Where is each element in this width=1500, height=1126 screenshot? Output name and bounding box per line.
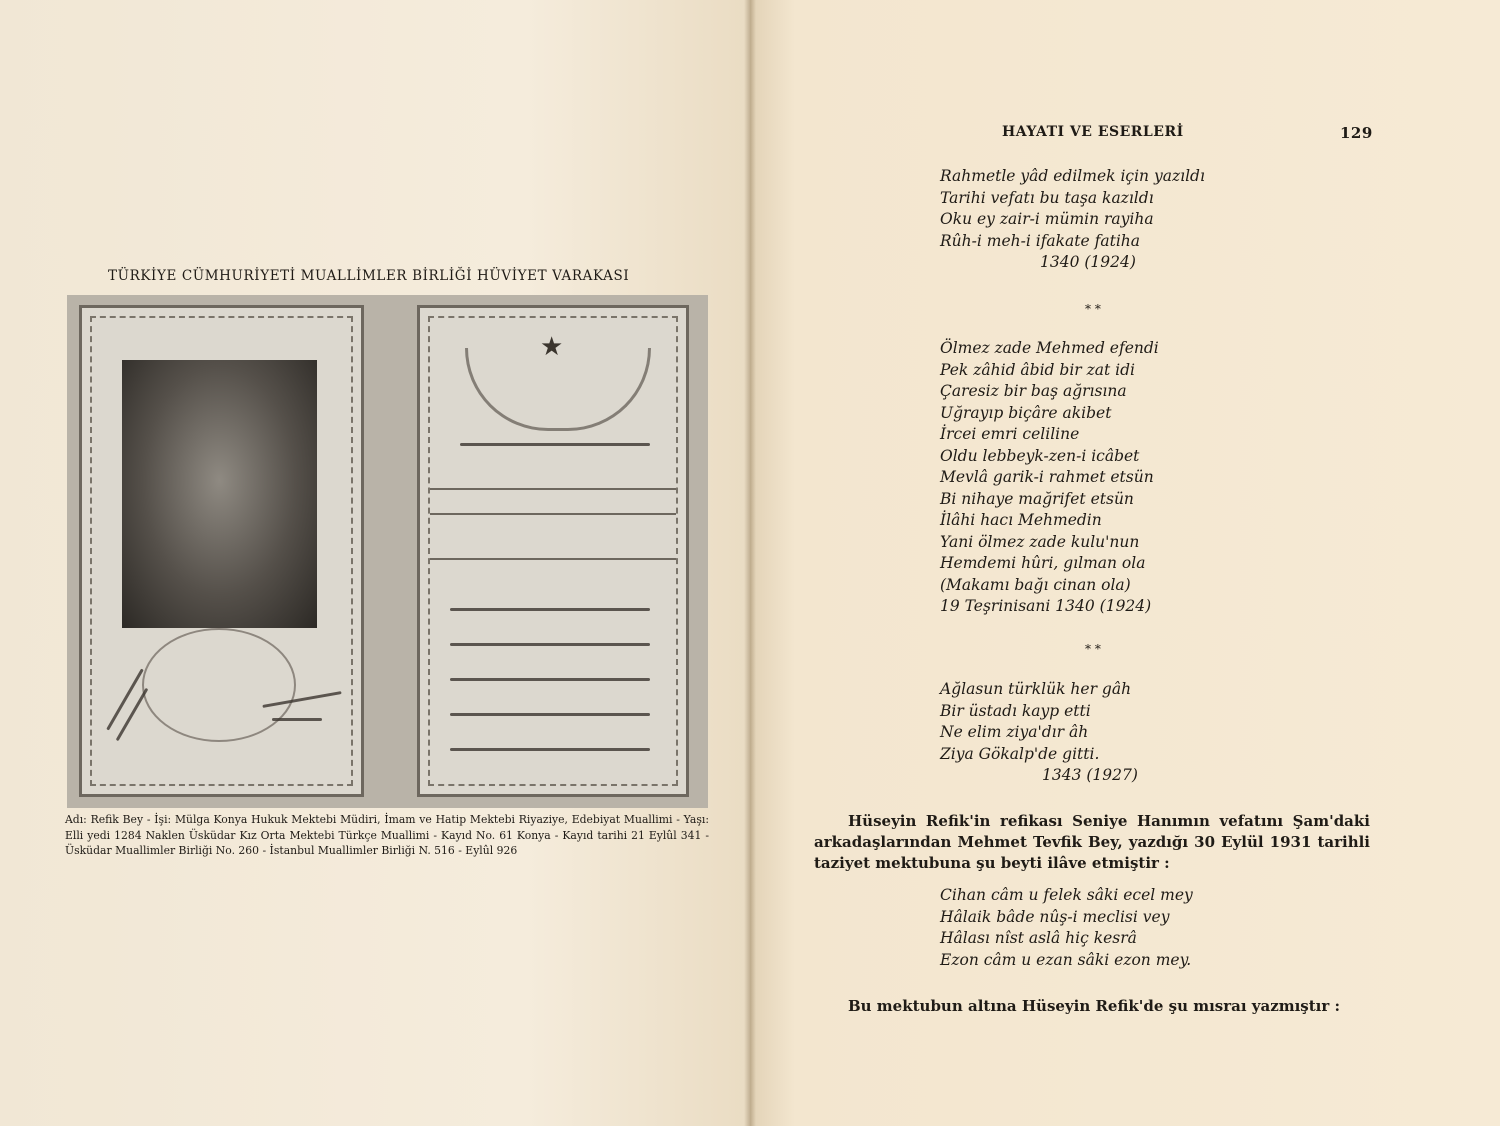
verse-line: Yani ölmez zade kulu'nun — [940, 532, 1140, 551]
verse-line: Cihan câm u felek sâki ecel mey — [940, 886, 1193, 904]
id-card-photograph — [67, 295, 708, 808]
verse-line: Oldu lebbeyk-zen-i icâbet — [940, 446, 1140, 465]
verse-line: Çaresiz bir baş ağrısına — [940, 382, 1127, 400]
separator-asterisks: * * — [1085, 302, 1101, 316]
verse-line: Ezon câm u ezan sâki ezon mey. — [940, 950, 1192, 969]
separator-asterisks: * * — [1085, 642, 1101, 656]
star-emblem-icon: ★ — [540, 332, 564, 362]
book-spine-shadow — [744, 0, 756, 1126]
paragraph-closing: Bu mektubun altına Hüseyin Refik'de şu mısraı yazmıştır : — [848, 997, 1341, 1015]
verse-block-1 — [940, 166, 1205, 274]
verse-line: Hemdemi hûri, gılman ola — [940, 554, 1146, 572]
id-card-left-panel — [79, 305, 364, 797]
verse-line: Ağlasun türklük her gâh — [940, 680, 1132, 698]
photo-caption: Adı: Refik Bey - İşi: Mülga Konya Hukuk Mektebi Müdiri, İmam ve Hatip Mektebi Riyaziye, Edebiyat Muallimi - Yaşı: Elli yedi 1284 Naklen Üsküdar Kız Orta Mektebi Türkçe Muallimi - Kayıd No. 61 Konya - Kayıd tarihi 21 Eylûl 341 - Üsküdar Muallimler Birliği No. 260 - İstanbul Muallimler Birliği N. 516 - Eylûl 926 — [65, 813, 709, 857]
verse-line: İrcei emri celiline — [940, 425, 1080, 443]
verse-line: Bi nihaye mağrifet etsün — [940, 489, 1134, 508]
verse-block-2 — [940, 338, 1159, 618]
verse-block-4 — [940, 885, 1193, 971]
verse-line: İlâhi hacı Mehmedin — [940, 511, 1102, 529]
verse-line: Pek zâhid âbid bir zat idi — [940, 360, 1136, 379]
verse-line: Mevlâ garik-i rahmet etsün — [940, 468, 1154, 486]
plate-title: TÜRKİYE CÜMHURİYETİ MUALLİMLER BİRLİĞİ HÜVİYET VARAKASI — [108, 268, 630, 284]
verse-line: Bir üstadı kayp etti — [940, 701, 1091, 720]
verse-line: Rahmetle yâd edilmek için yazıldı — [940, 167, 1205, 185]
right-page — [750, 0, 1500, 1126]
verse-line: Hâlası nîst aslâ hiç kesrâ — [940, 929, 1137, 947]
running-head: HAYATI VE ESERLERİ — [1002, 124, 1184, 140]
seal-stamp — [142, 628, 296, 742]
verse-line: (Makamı bağı cinan ola) — [940, 575, 1131, 594]
verse-line: Ziya Gökalp'de gitti. — [940, 744, 1100, 763]
verse-line: 19 Teşrinisani 1340 (1924) — [940, 597, 1152, 615]
verse-line: Oku ey zair-i mümin rayiha — [940, 210, 1154, 228]
verse-line: Ölmez zade Mehmed efendi — [940, 339, 1159, 357]
portrait-photo — [122, 360, 317, 628]
page-number: 129 — [1340, 124, 1373, 142]
verse-date: 1340 (1924) — [1040, 253, 1136, 271]
verse-line: Uğrayıp biçâre akibet — [940, 403, 1112, 422]
verse-line: Hâlaik bâde nûş-i meclisi vey — [940, 907, 1170, 926]
verse-line: Rûh-i meh-i ifakate fatiha — [940, 231, 1141, 250]
id-card-right-panel — [417, 305, 689, 797]
paragraph-condolence: Hüseyin Refik'in refikası Seniye Hanımın vefatını Şam'daki arkadaşlarından Mehmet Tevfik Bey, yazdığı 30 Eylül 1931 tarihli taziyet mektubuna şu beyti ilâve etmiştir : — [814, 812, 1370, 872]
verse-line: Tarihi vefatı bu taşa kazıldı — [940, 188, 1154, 207]
verse-block-3 — [940, 679, 1138, 787]
verse-line: Ne elim ziya'dır âh — [940, 723, 1089, 741]
verse-date: 1343 (1927) — [1042, 766, 1138, 784]
